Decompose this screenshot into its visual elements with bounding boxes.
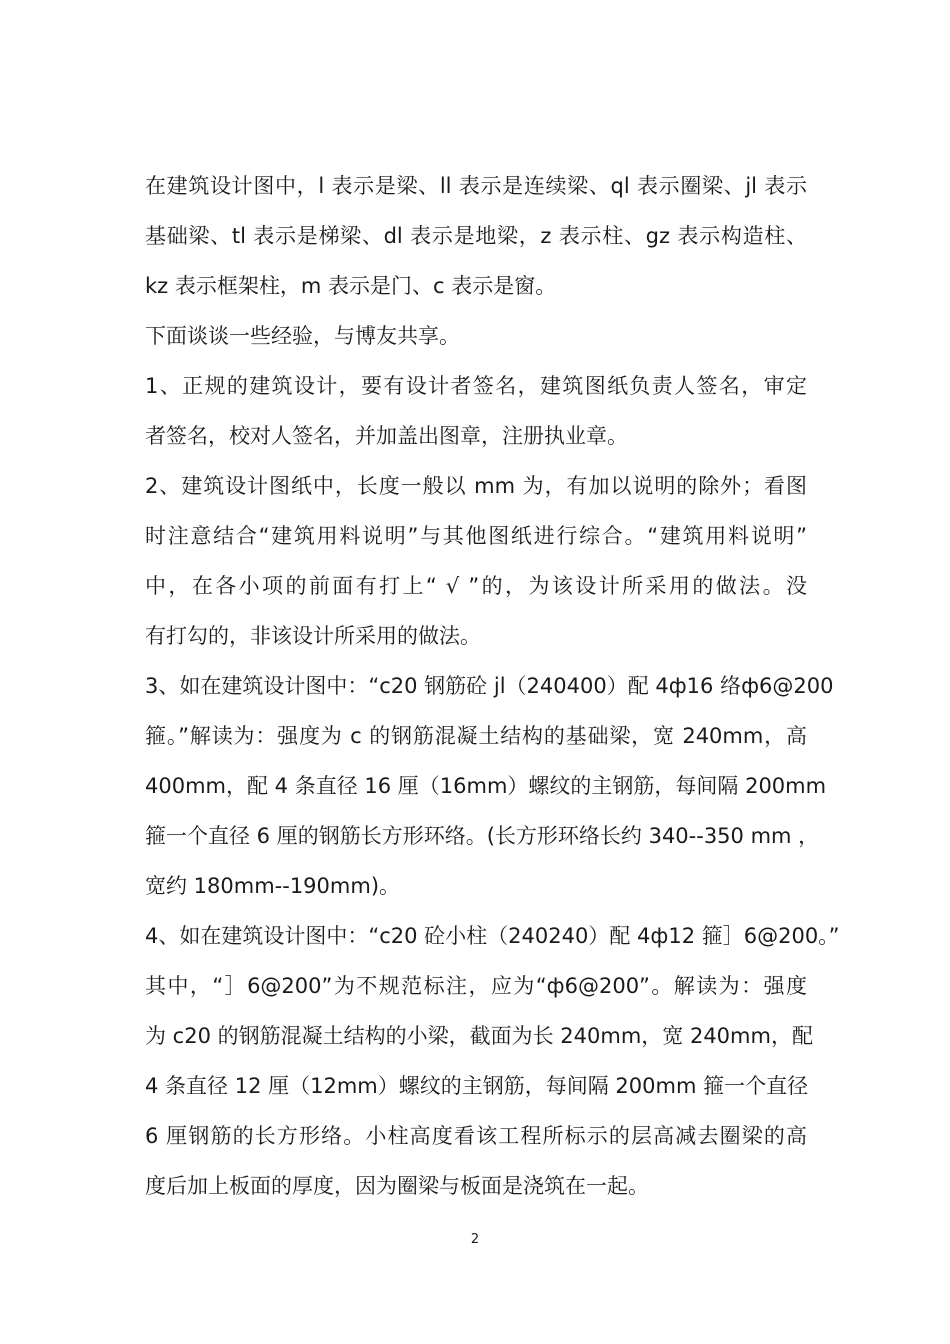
text-line: 在建筑设计图中，l 表示是梁、ll 表示是连续梁、ql 表示圈梁、jl 表示 — [145, 174, 807, 198]
text-line: 有打勾的，非该设计所采用的做法。 — [145, 624, 481, 648]
text-line: 箍。”解读为：强度为 c 的钢筋混凝土结构的基础梁，宽 240mm，高 — [145, 724, 807, 748]
text-line: 者签名，校对人签名，并加盖出图章，注册执业章。 — [145, 424, 628, 448]
page-number: 2 — [470, 1232, 480, 1247]
text-line: 中，在各小项的前面有打上“ √ ”的，为该设计所采用的做法。没 — [145, 574, 807, 598]
text-line: 时注意结合“建筑用料说明”与其他图纸进行综合。“建筑用料说明” — [145, 524, 807, 548]
text-line: 3、如在建筑设计图中：“c20 钢筋砼 jl（240400）配 4ф16 络ф6@200 — [145, 674, 834, 698]
text-line: kz 表示框架柱，m 表示是门、c 表示是窗。 — [145, 274, 557, 298]
text-line: 4 条直径 12 厘（12mm）螺纹的主钢筋，每间隔 200mm 箍一个直径 — [145, 1074, 809, 1098]
text-line: 为 c20 的钢筋混凝土结构的小梁，截面为长 240mm，宽 240mm，配 — [145, 1024, 813, 1048]
text-line: 1、正规的建筑设计，要有设计者签名，建筑图纸负责人签名，审定 — [145, 374, 807, 398]
text-line: 6 厘钢筋的长方形络。小柱高度看该工程所标示的层高减去圈梁的高 — [145, 1124, 807, 1148]
text-line: 4、如在建筑设计图中：“c20 砼小柱（240240）配 4ф12 箍］6@200。” — [145, 924, 840, 948]
text-line: 宽约 180mm--190mm)。 — [145, 874, 401, 898]
text-line: 基础梁、tl 表示是梯梁、dl 表示是地梁，z 表示柱、gz 表示构造柱、 — [145, 224, 807, 248]
text-line: 400mm，配 4 条直径 16 厘（16mm）螺纹的主钢筋，每间隔 200mm — [145, 774, 827, 798]
text-line: 下面谈谈一些经验，与博友共享。 — [145, 324, 460, 348]
text-line: 箍一个直径 6 厘的钢筋长方形环络。(长方形环络长约 340--350 mm ， — [145, 824, 820, 848]
body-text — [145, 166, 840, 1216]
text-line: 其中，“］6@200”为不规范标注，应为“ф6@200”。解读为：强度 — [145, 974, 807, 998]
text-line: 度后加上板面的厚度，因为圈梁与板面是浇筑在一起。 — [145, 1174, 649, 1198]
text-line: 2、建筑设计图纸中，长度一般以 mm 为，有加以说明的除外；看图 — [145, 474, 807, 498]
